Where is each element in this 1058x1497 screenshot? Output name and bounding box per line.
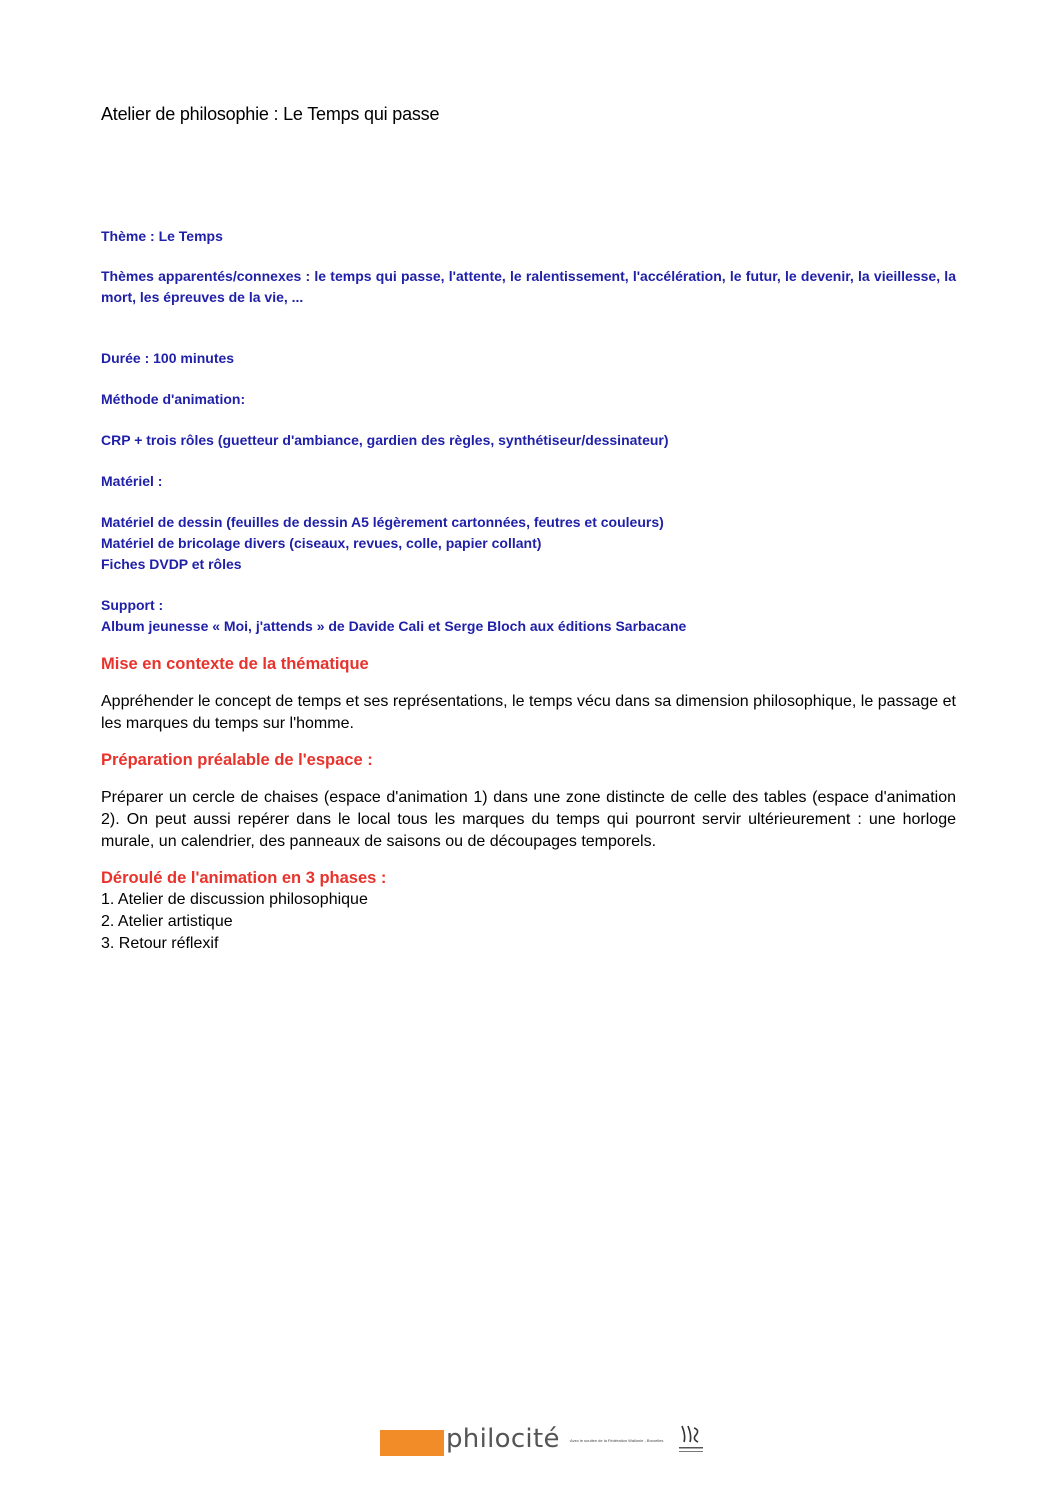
footer-logos [380,1422,710,1458]
method-label: Méthode d'animation: [101,391,246,407]
federation-logo-icon [676,1422,706,1458]
duration-line: Durée : 100 minutes [101,350,235,366]
sponsor-text: Avec le soutien de la Fédération Wallonie - Bruxelles [570,1438,664,1443]
material-item: Matériel de dessin (feuilles de dessin A5 légèrement cartonnées, feutres et couleurs) [101,514,664,530]
section-heading-prep: Préparation préalable de l'espace : [101,751,373,769]
theme-line: Thème : Le Temps [101,228,223,244]
support-label: Support : [101,597,164,613]
document-content [101,102,956,955]
list-item: 2. Atelier artistique [101,913,233,930]
phases-list [101,889,956,955]
material-item: Fiches DVDP et rôles [101,556,242,572]
material-label: Matériel : [101,473,163,489]
related-themes: Thèmes apparentés/connexes : le temps qui passe, l'attente, le ralentissement, l'accélération, le futur, le devenir, la vieillesse, la mort, les épreuves de la vie, ... [101,268,956,305]
philocite-logo-block [380,1430,444,1456]
material-item: Matériel de bricolage divers (ciseaux, revues, colle, papier collant) [101,535,542,551]
section-heading-context: Mise en contexte de la thématique [101,655,369,673]
method-value: CRP + trois rôles (guetteur d'ambiance, gardien des règles, synthétiseur/dessinateur) [101,432,669,448]
meta-block [101,226,956,637]
section-heading-phases: Déroulé de l'animation en 3 phases : [101,869,387,887]
section-text-context: Appréhender le concept de temps et ses représentations, le temps vécu dans sa dimension philosophique, le passage et les marques du temps sur l'homme. [101,693,956,732]
support-value: Album jeunesse « Moi, j'attends » de Davide Cali et Serge Bloch aux éditions Sarbacane [101,618,687,634]
list-item: 1. Atelier de discussion philosophique [101,891,368,908]
list-item: 3. Retour réflexif [101,935,219,952]
philocite-logo-text: philocité [446,1424,560,1454]
material-list [101,512,956,575]
document-title: Atelier de philosophie : Le Temps qui passe [101,104,440,124]
section-text-prep: Préparer un cercle de chaises (espace d'animation 1) dans une zone distincte de celle des tables (espace d'animation 2). On peut aussi repérer dans le local tous les marques du temps qui pourront servir ultérieurement : une horloge murale, un calendrier, des panneaux de saisons ou de découpages temporels. [101,789,956,850]
